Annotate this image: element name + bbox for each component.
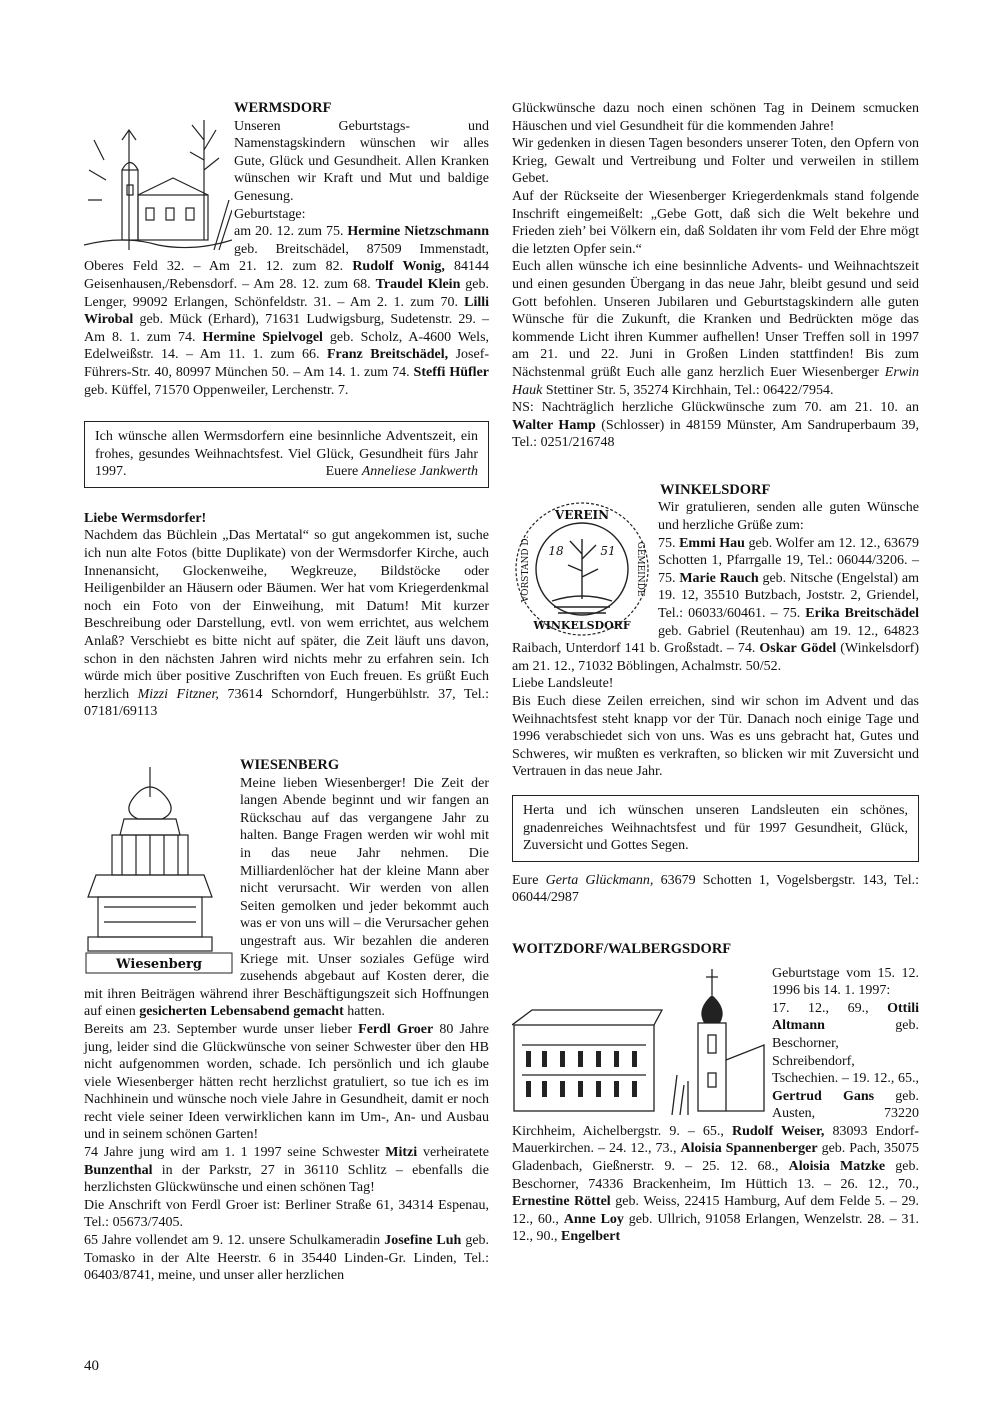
birthday-name: Steffi Hüfler [413, 364, 489, 380]
birthday-detail: (Winkelsdorf) am 21. 12., 71032 Böblingen, Achalmstr. 50/52. [512, 641, 919, 674]
birthday-detail: geb. Nitsche (Engelstal) am 19. 12, 35510 Butzbach, Joststr. 2, Griendel, Tel.: 06033/60461. – 75. [658, 570, 919, 622]
letter-title: Liebe Wermsdorfer! [84, 510, 207, 526]
left-column [84, 100, 489, 1285]
birthday-name: Walter Hamp [512, 417, 596, 433]
birthday-age: 75. [658, 535, 676, 551]
paragraph-text: verheiratete [422, 1145, 490, 1161]
seal-top-text: VEREIN [554, 508, 610, 523]
wermsdorf-greeting-box [84, 421, 489, 488]
birthday-detail: geb. Ullrich, 91058 Erlangen, Wenzelstr. 28. – 31. 12., 90., [512, 1211, 920, 1245]
wiesenberg-p5 [84, 1232, 489, 1285]
birthday-name: Emmi Hau [679, 535, 745, 551]
woitzdorf-church-illustration [512, 965, 768, 1115]
wiesenberg-c2: Wir gedenken in diesen Tagen besonders unserer Toten, den Opfern von Krieg, Gewalt und Vertreibung und Folter und verweilen in stillem Gebet. [512, 136, 919, 187]
page-number: 40 [84, 1358, 99, 1374]
birthday-name: Rudolf Weiser, [731, 1123, 825, 1139]
seal-year-1: 18 [548, 544, 564, 559]
box-sign-prefix: Euere [325, 464, 359, 480]
birthday-detail: geb. Lenger, 99092 Erlangen, Schönfeldstr. 31. – Am 2. 1. zum 70. [84, 276, 490, 310]
wiesenberg-c4 [512, 258, 919, 399]
birthday-name: Josefine Luh [384, 1233, 462, 1249]
birthday-detail: geb. Beschorner, 74336 Brackenheim, Im Hüttich 13. – 26. 12., 70., [512, 1159, 919, 1192]
letter-text: Nachdem das Büchlein „Das Mertatal“ so gut angekommen ist, suche ich nun alte Fotos (bitte Duplikate) von der Wermsdorfer Kirche, auch Innenansicht, Glockenweihe, Wegkreuze, Bildstöcke oder Heiligenbilder an Häusern oder Bäumen. Wer hat vom Kriegerdenkmal noch ein Foto von der Einweihung, mit Datum! Mit kurzer Beschreibung oder Darstellung, evtl. von wem errichtet, aus welchem Anlaß? Verschiebt es bitte nicht auf später, die Zeit läuft uns davon, schon in den nächsten Jahren wird nichts mehr zu erfahren sein. Ich würde mich über positive Zuschriften von Euch freuen. Es grüßt Euch herzlich [84, 528, 489, 702]
wermsdorf-section [84, 100, 489, 399]
birthday-detail: geb. Breitschädel, 87509 Immenstadt, Oberes Feld 32. – Am 21. 12. zum 82. [84, 241, 489, 275]
birthday-name: Franz Breitschädel, [327, 347, 449, 363]
church-illustration [84, 100, 232, 252]
paragraph-text: Geburtstage vom 15. 12. 1996 bis 14. 1. 1997: [772, 965, 919, 999]
birthday-name: Rudolf Wonig, [352, 259, 445, 275]
paragraph-text: in der Parkstr, 27 in 36110 Schlitz – ebenfalls die herzlichsten Glückwünsche und einen schönen Tag! [84, 1162, 489, 1196]
paragraph-text: (Schlosser) in 48159 Münster, Am Sandruperbaum 39, Tel.: 0251/216748 [512, 417, 919, 451]
birthday-date: 17. 12., 69., [772, 1000, 869, 1016]
birthday-name: Hermine Spielvogel [202, 329, 323, 345]
seal-right-text: GEMEINDE [635, 542, 645, 597]
sign-address: 63679 Schotten 1, Vogelsbergstr. 143, Tel.: 06044/2987 [512, 872, 920, 906]
birthday-detail: geb. Scholz, A-4600 Wels, Edelweißstr. 14. – Am 11. 1. zum 66. [84, 329, 490, 363]
birthday-date: am 20. 12. zum 75. [234, 224, 344, 240]
birthday-detail: geb. Mück (Erhard), 71631 Ludwigsburg, Sudetenstr. 29. – Am 8. 1. zum 74. [84, 312, 490, 345]
birthday-name: Aloisia Matzke [788, 1159, 886, 1175]
birthday-name: Marie Rauch [679, 570, 759, 586]
paragraph-text: Wir gratulieren, senden alle guten Wünsche und herzliche Grüße zum: [658, 500, 919, 534]
paragraph-text: 74 Jahre jung wird am 1. 1 1997 seine Schwester [84, 1145, 380, 1161]
wermsdorf-birthdays-label: Geburtstage: [234, 206, 306, 222]
box-sign-name: Anneliese Jankwerth [361, 464, 478, 480]
wermsdorf-letter [84, 510, 489, 721]
birthday-name: Anne Loy [563, 1211, 624, 1227]
winkelsdorf-title: WINKELSDORF [660, 481, 771, 498]
wiesenberg-p2 [84, 1021, 489, 1144]
seal-left-text: VORSTAND D. [521, 536, 531, 603]
birthday-detail: geb. Beschorner, Schreibendorf, Tschechien. – 19. 12., 65., [772, 1018, 919, 1087]
birthday-detail: geb. Weiss, 22415 Hamburg, Auf dem Felde 5. – 29. 12., 60., [512, 1194, 919, 1227]
winkelsdorf-sign [512, 872, 919, 907]
paragraph-text: 65 Jahre vollendet am 9. 12. unsere Schulkameradin [84, 1233, 381, 1249]
paragraph-text: Euch allen wünsche ich eine besinnliche Advents- und Weihnachtszeit und einen gesunden Übergang in das neue Jahr, bleibt gesund und seid Gott befohlen. Unseren Jubilaren und Geburtstagskindern alle guten Wünsche für die Zukunft, die Kranken und Bedrückten möge das kommende Licht ihren Kummer aufhellen! Unser Treffen soll in 1997 am 21. und 22. Juni in Großen Linden stattfinden! Bis zum Nächstenmal grüßt Euch alle ganz herzlich Euer Wiesenberger [512, 259, 919, 380]
wiesenberg-continued [512, 100, 919, 452]
wiesenberg-section [84, 757, 489, 1285]
birthday-name: Oskar Gödel [759, 641, 837, 657]
birthday-name: Gertrud Gans [772, 1088, 875, 1104]
birthday-name: Erika Breitschädel [805, 606, 919, 622]
birthday-detail: 83093 Endorf-Mauerkirchen. – 24. 12., 73., [512, 1123, 920, 1157]
wiesenberg-p4: Die Anschrift von Ferdl Groer ist: Berliner Straße 61, 34314 Espenau, Tel.: 05673/7405. [84, 1197, 489, 1231]
birthday-name: Ottili Altmann [772, 1000, 920, 1034]
birthday-name: Bunzenthal [84, 1162, 153, 1178]
winkelsdorf-seal [512, 499, 652, 639]
winkelsdorf-section [512, 482, 919, 907]
paragraph-text: hatten. [347, 1004, 385, 1020]
letter-address: 73614 Schorndorf, Hungerbühlstr. 37, Tel.: 07181/69113 [84, 686, 490, 720]
paragraph-text: 80 Jahre jung, leider sind die Glückwünsche von seiner Schwester über den HB nicht aufgenommen worden, schade. Ich persönlich und ich glaube viele Wiesenberger hätten recht herzlichst gratuliert, so tue ich es im Nachhinein und wünsche noch viele Jahre in Gesundheit, damit er noch recht viele seiner Ideen verwirklichen kann im Um-, An- und Ausbau und in seinem schönen Garten! [84, 1021, 490, 1143]
sign-prefix: Eure [512, 872, 539, 888]
wermsdorf-title: WERMSDORF [234, 100, 332, 116]
crest-label: Wiesenberg [116, 957, 202, 972]
birthday-name: Traudel Klein [375, 276, 461, 292]
birthday-name: Hermine Nietzschmann [347, 224, 489, 240]
emphasis-text: gesicherten Lebensabend gemacht [139, 1004, 344, 1020]
paragraph-text: geb. Tomasko in der Alte Heerstr. 6 in 35440 Linden-Gr. Linden, Tel.: 06403/8741, meine, und unser aller herzlichen [84, 1233, 490, 1284]
birthday-detail: geb. Austen, 73220 Kirchheim, Aichelbergstr. 9. – 65., [512, 1088, 920, 1139]
seal-year-2: 51 [600, 544, 616, 559]
wiesenberg-c3: Auf der Rückseite der Wiesenberger Kriegerdenkmals stand folgende Inschrift eingemeißelt: „Gebe Gott, daß sich die Welt bekehre und Frieden zieh’ bei Völkern ein, daß Soldaten ihr vom Feld der Ehre mögt die letzten Opfer sein.“ [512, 188, 919, 257]
winkelsdorf-greeting-box [512, 795, 919, 862]
paragraph-text: NS: Nachträglich herzliche Glückwünsche zum 70. am 21. 10. an [512, 400, 919, 416]
birthday-name: Mitzi [385, 1145, 418, 1161]
birthday-detail: geb. Küffel, 71570 Oppenweiler, Lerchenstr. 7. [84, 382, 349, 398]
birthday-name: Aloisia Spannenberger [680, 1141, 818, 1157]
wiesenberg-crest [84, 757, 234, 975]
birthday-detail: geb. Wolfer am 12. 12., 63679 Schotten 1, Pfarrgalle 19, Tel.: 06044/3206. – 75. [658, 535, 920, 586]
signature-name: Erwin Hauk [512, 364, 920, 398]
wermsdorf-greeting: Unseren Geburtstags- und Namenstagskindern wünschen wir alles Gute, Glück und Gesundheit. Allen Kranken wünschen wir Kraft und Mut und baldige Genesung. [234, 118, 489, 204]
box-text: Ich wünsche allen Wermsdorfern eine besinnliche Adventszeit, ein frohes, gesundes Weihnachtsfest. Viel Glück, Gesundheit fürs Jahr 1997. [95, 429, 478, 480]
winkelsdorf-greet: Liebe Landsleute! [512, 676, 614, 692]
wiesenberg-c1: Glückwünsche dazu noch einen schönen Tag in Deinem scmucken Häuschen und viel Gesundheit für die kommenden Jahre! [512, 101, 919, 134]
birthday-name: Ferdl Groer [358, 1021, 434, 1037]
birthday-detail: 84144 Geisenhausen,/Rebensdorf. – Am 28. 12. zum 68. [84, 259, 490, 292]
paragraph-text: Meine lieben Wiesenberger! Die Zeit der langen Abende beginnt und wir fangen an Rückschau auf das vergangene Jahr zu halten. Bange Fragen werden wir wohl mit in das neue Jahr nehmen. Die Milliardenlöcher hat der kleine Mann aber nicht verursacht. Wir werden von allen Seiten gemolken und jeder bekommt auch was er von uns will – die Verursacher gehen ungestraft aus. Wir bezahlen die anderen Kriege mit. Unser soziales Gefüge wird zusehends abgebaut auf Kosten derer, die mit ihren Beiträgen während ihrer Beschäftigungszeit sich Hoffnungen auf einen [84, 775, 489, 1020]
birthday-name: Ernestine Röttel [512, 1194, 611, 1210]
paragraph-text: Bereits am 23. September wurde unser lieber [84, 1021, 353, 1037]
right-column [512, 100, 919, 1246]
box-text: Herta und ich wünschen unseren Landsleuten ein schönes, gnadenreiches Weihnachtsfest und für 1997 Gesundheit, Glück, Zuversicht und Gottes Segen. [523, 802, 908, 854]
wiesenberg-title: WIESENBERG [240, 757, 340, 773]
wiesenberg-ns [512, 399, 919, 452]
winkelsdorf-body: Bis Euch diese Zeilen erreichen, sind wir schon im Advent und das Weihnachtsfest steht knapp vor der Tür. Danach noch einige Tage und 1996 verabschiedet sich von uns. Was es uns gebracht hat, Gutes und Schweres, wir mußten es verkraften, so blicken wir mit Zuversicht und Vertrauen in das neue Jahr. [512, 694, 919, 780]
birthday-detail: geb. Pach, 35075 Gladenbach, Gießnerstr. 9. – 25. 12. 68., [512, 1141, 920, 1175]
signature-address: Stettiner Str. 5, 35274 Kirchhain, Tel.: 06422/7954. [545, 382, 834, 398]
birthday-detail: Josef-Führers-Str. 40, 80997 München 50. – Am 14. 1. zum 74. [84, 347, 490, 380]
seal-bottom-text: WINKELSDORF [533, 619, 631, 633]
birthday-name: Engelbert [561, 1229, 621, 1245]
birthday-name: Lilli Wirobal [84, 294, 490, 328]
sign-name: Gerta Glückmann, [545, 872, 654, 888]
letter-sign: Mizzi Fitzner, [137, 686, 219, 702]
woitzdorf-section [512, 941, 919, 1246]
wiesenberg-p3 [84, 1144, 489, 1197]
birthday-detail: geb. Gabriel (Reutenhau) am 19. 12., 64823 Raibach, Unterdorf 141 b. Großstadt. – 74. [512, 623, 919, 657]
woitzdorf-title: WOITZDORF/WALBERGSDORF [512, 940, 732, 957]
